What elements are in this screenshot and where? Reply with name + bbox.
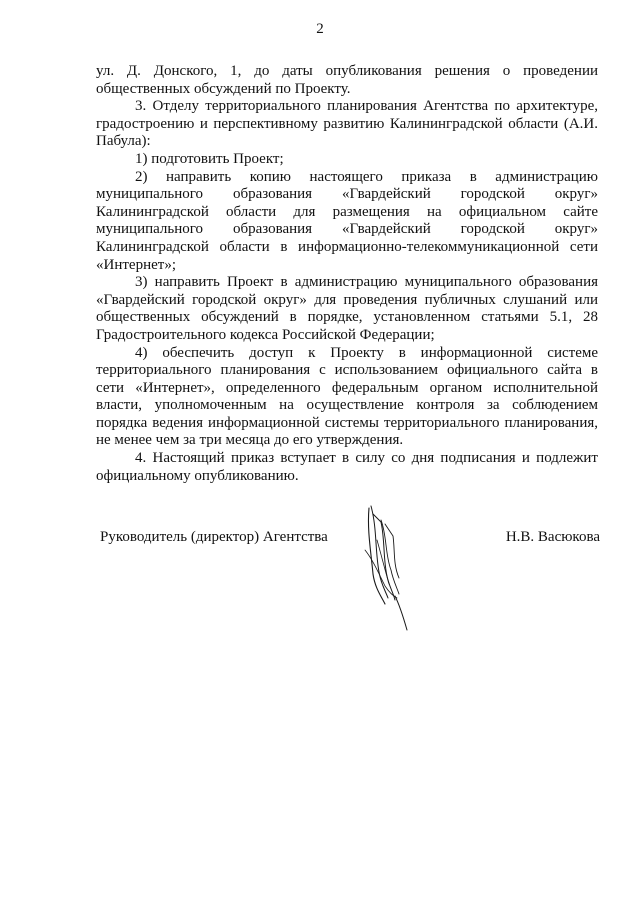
paragraph-item-3: 3. Отделу территориального планирования Агентства по архитектуре, градостроению и перспективному развитию Калининградской области (А.И. Пабула): bbox=[96, 98, 598, 150]
signature-block bbox=[100, 529, 600, 549]
page-number: 2 bbox=[316, 21, 324, 37]
signer-title: Руководитель (директор) Агентства bbox=[100, 529, 328, 545]
paragraph-subitem-2: 2) направить копию настоящего приказа в администрацию муниципального образования «Гвардейский городской округ» Калининградской области для размещения на официальном сайте муниципального образования «Гвардейский городской округ» Калининградской области в информационно-телекоммуникационной сети «Интернет»; bbox=[96, 168, 598, 273]
signature-stroke bbox=[377, 540, 389, 584]
signature-stroke bbox=[395, 596, 407, 630]
paragraph-subitem-3: 3) направить Проект в администрацию муниципального образования «Гвардейский городской округ» для проведения публичных слушаний или общественных обсуждений в порядке, установленном статьями 5.1, 28 Градостроительного кодекса Российской Федерации; bbox=[96, 274, 598, 343]
paragraph-address: ул. Д. Донского, 1, до даты опубликования решения о проведении общественных обсуждений по Проекту. bbox=[96, 63, 598, 97]
paragraph-subitem-1: 1) подготовить Проект; bbox=[135, 150, 284, 167]
signer-name: Н.В. Васюкова bbox=[505, 529, 600, 545]
paragraph-subitem-4: 4) обеспечить доступ к Проекту в информационной системе территориального планирования с использованием официального сайта в сети «Интернет», определенного федеральным органом исполнительной власти, уполномоченным на осуществление контроля за соблюдением порядка ведения информационной системы территориального планирования, не менее чем за три месяца до его утверждения. bbox=[96, 344, 598, 449]
document-body bbox=[96, 63, 598, 485]
handwritten-signature bbox=[355, 500, 420, 635]
paragraph-item-4: 4. Настоящий приказ вступает в силу со дня подписания и подлежит официальному опубликованию. bbox=[96, 450, 598, 484]
